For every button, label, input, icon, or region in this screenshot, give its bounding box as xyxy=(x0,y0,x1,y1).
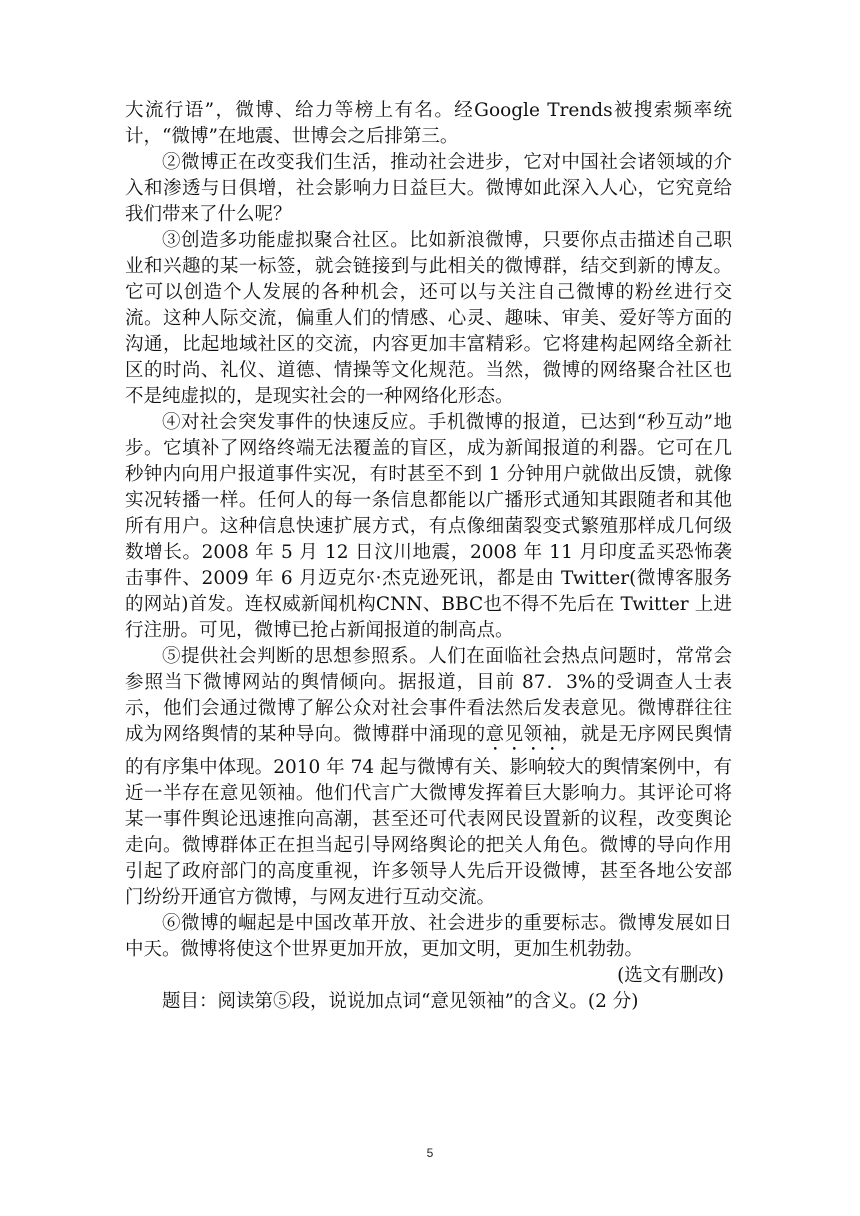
question-prompt: 题目：阅读第⑤段，说说加点词“意见领袖”的含义。(2 分) xyxy=(162,991,639,1012)
paragraph-6: ⑥微博的崛起是中国改革开放、社会进步的重要标志。微博发展如日中天。微博将使这个世界更加开放，更加文明，更加生机勃勃。 xyxy=(125,913,732,960)
dotted-term: 意见领袖 xyxy=(485,724,562,745)
article-body xyxy=(125,98,732,1015)
paragraph-4: ④对社会突发事件的快速反应。手机微博的报道，已达到“秒互动”地步。它填补了网络终端无法覆盖的盲区，成为新闻报道的利器。它可在几秒钟内向用户报道事件实况，有时甚至不到 1 分钟用户就做出反馈，就像实况转播一样。任何人的每一条信息都能以广播形式通知其跟随者和其他所有用户。这种信息快速扩展方式，有点像细菌裂变式繁殖那样成几何级数增长。2008 年 5 月 12 日汶川地震，2008 年 11 月印度孟买恐怖袭击事件、2009 年 6 月迈克尔·杰克逊死讯，都是由 Twitter(微博客服务的网站)首发。连权威新闻机构CNN、BBC也不得不先后在 Twitter 上进行注册。可见，微博已抢占新闻报道的制高点。 xyxy=(125,412,732,641)
paragraph-5 xyxy=(125,644,732,911)
paragraph-2: ②微博正在改变我们生活，推动社会进步，它对中国社会诸领域的介入和渗透与日俱增，社会影响力日益巨大。微博如此深入人心，它究竟给我们带来了什么呢？ xyxy=(125,152,732,225)
source-note: (选文有删改) xyxy=(617,965,724,986)
paragraph-1-continued: 大流行语”，微博、给力等榜上有名。经Google Trends被搜索频率统计，“微博”在地震、世博会之后排第三。 xyxy=(125,100,732,147)
paragraph-5-text-before: ⑤提供社会判断的思想参照系。人们在面临社会热点问题时，常常会参照当下微博网站的舆情倾向。据报道，目前 87．3%的受调查人士表示，他们会通过微博了解公众对社会事件看法然后发表意见。微博群往往成为网络舆情的某种导向。微博群中涌现的 xyxy=(125,646,732,745)
paragraph-5-text-after: ，就是无序网民舆情的有序集中体现。2010 年 74 起与微博有关、影响较大的舆情案例中，有近一半存在意见领袖。他们代言广大微博发挥着巨大影响力。其评论可将某一事件舆论迅速推向高潮，甚至还可代表网民设置新的议程，改变舆论走向。微博群体正在担当起引导网络舆论的把关人角色。微博的导向作用引起了政府部门的高度重视，许多领导人先后开设微博，甚至各地公安部门纷纷开通官方微博，与网友进行互动交流。 xyxy=(125,724,732,908)
paragraph-3: ③创造多功能虚拟聚合社区。比如新浪微博，只要你点击描述自己职业和兴趣的某一标签，就会链接到与此相关的微博群，结交到新的博友。它可以创造个人发展的各种机会，还可以与关注自己微博的粉丝进行交流。这种人际交流，偏重人们的情感、心灵、趣味、审美、爱好等方面的沟通，比起地域社区的交流，内容更加丰富精彩。它将建构起网络全新社区的时尚、礼仪、道德、情操等文化规范。当然，微博的网络聚合社区也不是纯虚拟的，是现实社会的一种网络化形态。 xyxy=(125,230,732,407)
page-number: 5 xyxy=(426,1146,434,1160)
